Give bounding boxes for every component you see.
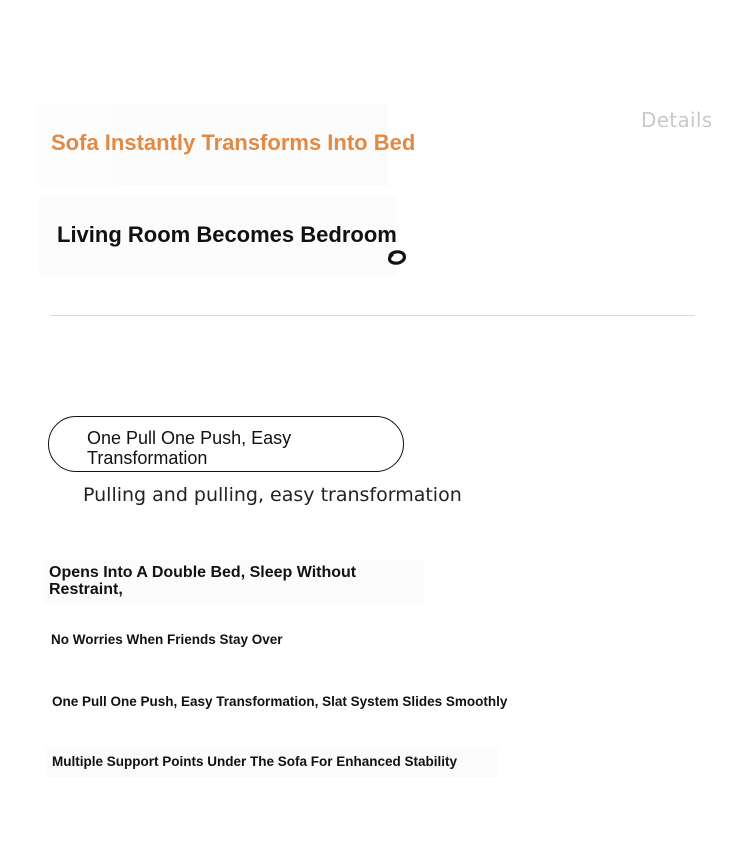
section-divider [50, 315, 695, 316]
page-subheadline: Living Room Becomes Bedroom [57, 222, 397, 247]
page-headline: Sofa Instantly Transforms Into Bed [51, 130, 416, 155]
feature-pill-label: One Pull One Push, Easy Transformation [87, 428, 292, 468]
feature-item: One Pull One Push, Easy Transformation, Slat System Slides Smoothly [52, 694, 508, 709]
feature-title: Opens Into A Double Bed, Sleep Without Restraint, [49, 564, 357, 598]
details-link[interactable]: Details [641, 108, 713, 132]
feature-item: Multiple Support Points Under The Sofa For Enhanced Stability [52, 754, 458, 769]
feature-tagline: Pulling and pulling, easy transformation [83, 484, 462, 506]
feature-item: No Worries When Friends Stay Over [51, 632, 283, 647]
brush-stroke-icon [386, 248, 408, 266]
